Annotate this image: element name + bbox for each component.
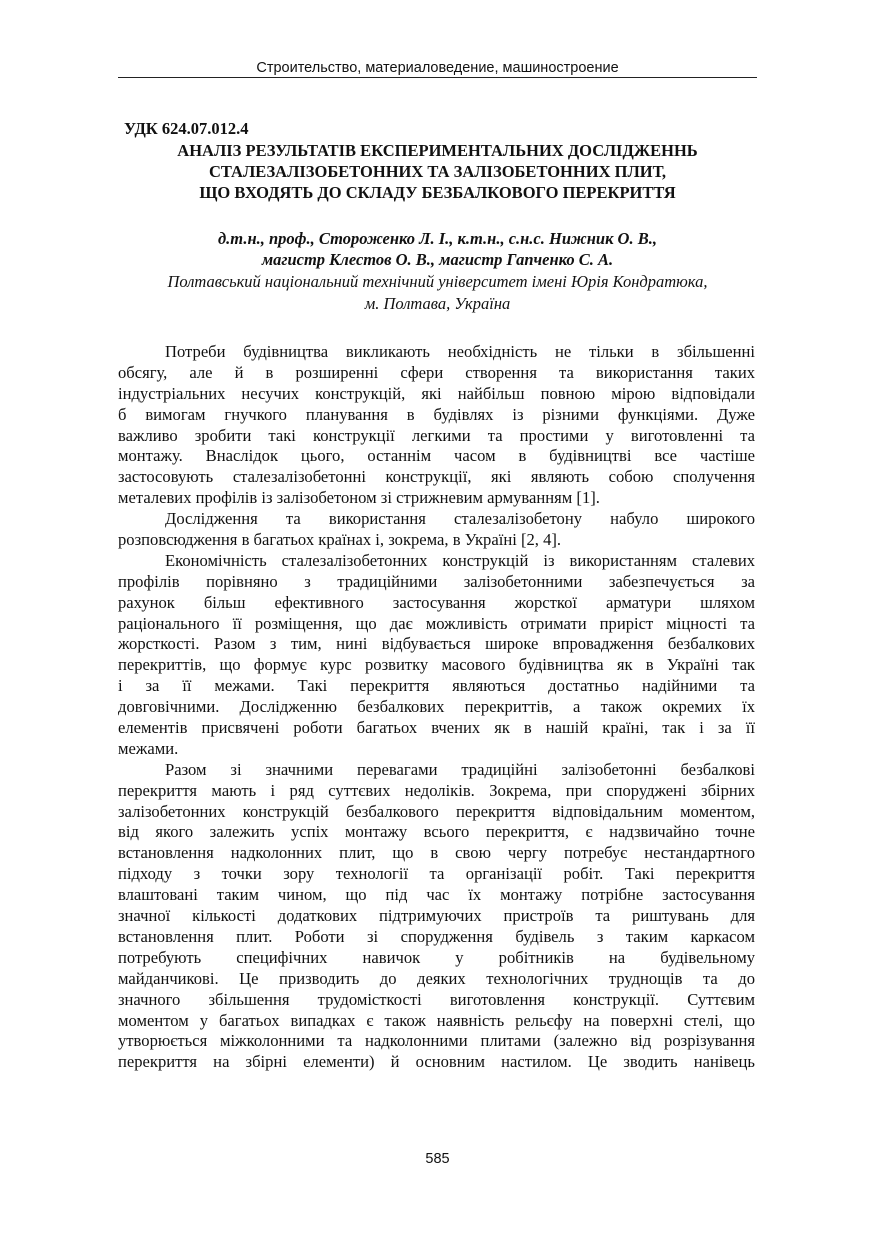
title-line: АНАЛІЗ РЕЗУЛЬТАТІВ ЕКСПЕРИМЕНТАЛЬНИХ ДОСЛІДЖЕННЬ [177, 141, 698, 160]
text-line: значної кількості додаткових підтримуючих пристроїв та риштувань для [118, 906, 755, 926]
text-line: встановлення плит. Роботи зі спорудження будівель з таким каркасом [118, 926, 755, 946]
text-line: елементів присвячені роботи багатьох вчених як в нашій країні, так і за її [118, 718, 755, 738]
text-line: рахунок більш ефективного застосування жорсткої арматури шляхом [118, 592, 755, 612]
text-line: утворюється міжколонними та надколонними плитами (залежно від розрізування [118, 1031, 755, 1051]
affiliation-line: Полтавський національний технічний університет імені Юрія Кондратюка, [167, 272, 708, 291]
text-line: залізобетонних конструкцій безбалкового перекриття відповідальним моментом, [118, 801, 755, 821]
authors [118, 228, 757, 270]
running-header: Строительство, материаловедение, машиностроение [118, 60, 757, 78]
text-line: розповсюдження в багатьох країнах і, зокрема, в Україні [2, 4]. [118, 530, 562, 550]
text-line: перекриття мають і ряд суттєвих недоліків. Зокрема, при споруджені збірних [118, 780, 755, 800]
text-line: потребують специфічних навичок у робітників на будівельному [118, 947, 755, 967]
text-line: значного збільшення трудомісткості виготовлення конструкції. Суттєвим [118, 989, 755, 1009]
text-line: перекриттів, що формує курс розвитку масового будівництва як в Україні так [118, 655, 755, 675]
udk-code: УДК 624.07.012.4 [124, 119, 249, 138]
text-line: довговічними. Дослідженню безбалкових перекриттів, а також окремих їх [118, 697, 755, 717]
text-line: моментом у багатьох випадках є також наявність рельєфу на поверхні стелі, що [118, 1010, 755, 1030]
text-line: Потреби будівництва викликають необхідність не тільки в збільшенні [165, 342, 755, 361]
text-line: майданчикові. Це призводить до деяких технологічних труднощів та до [118, 968, 755, 988]
text-line: від якого залежить успіх монтажу всього перекриття, є надзвичайно точне [118, 822, 755, 842]
affiliation [118, 271, 757, 315]
text-line: влаштовані таким чином, що під час їх монтажу потрібне застосування [118, 885, 755, 905]
paragraph [118, 760, 755, 1073]
title-line: СТАЛЕЗАЛІЗОБЕТОННИХ ТА ЗАЛІЗОБЕТОННИХ ПЛИТ, [208, 162, 667, 181]
paragraph [118, 551, 755, 760]
text-line: Економічність сталезалізобетонних конструкцій із використанням сталевих [165, 550, 755, 570]
text-line: перекриття на збірні елементи) й основним настилом. Це зводить нанівець [118, 1052, 755, 1072]
text-line: металевих профілів із залізобетоном зі стрижневим армуванням [1]. [118, 488, 600, 508]
text-line: і за її межами. Такі перекриття являються достатньо надійними та [118, 676, 755, 696]
text-line: монтажу. Внаслідок цього, останнім часом в будівництві все частіше [118, 446, 755, 466]
body-text [118, 342, 755, 1073]
title-line: ЩО ВХОДЯТЬ ДО СКЛАДУ БЕЗБАЛКОВОГО ПЕРЕКРИТТЯ [199, 183, 676, 202]
article-title [118, 140, 757, 203]
paragraph [118, 509, 755, 551]
text-line: важливо зробити такі конструкції легкими та простими у виготовленні та [118, 425, 755, 445]
text-line: Дослідження та використання сталезалізобетону набуло широкого [165, 509, 755, 529]
affiliation-line: м. Полтава, Україна [364, 294, 511, 313]
text-line: Разом зі значними перевагами традиційні залізобетонні безбалкові [165, 759, 755, 779]
text-line: встановлення надколонних плит, що в свою чергу потребує нестандартного [118, 843, 755, 863]
text-line: б вимогам гнучкого планування в будівлях із різними функціями. Дуже [118, 404, 755, 424]
paragraph [118, 342, 755, 509]
text-line: межами. [118, 738, 179, 758]
text-line: застосовують сталезалізобетонні конструкції, які являють собою сполучення [118, 467, 755, 487]
text-line: підходу з точки зору технології та організації робіт. Такі перекриття [118, 864, 755, 884]
text-line: індустріальних несучих конструкцій, які найбільш повною мірою відповідали [118, 383, 755, 403]
authors-line: д.т.н., проф., Стороженко Л. І., к.т.н., с.н.с. Нижник О. В., [218, 229, 657, 248]
text-line: профілів порівняно з традиційними залізобетонними забезпечується за [118, 571, 755, 591]
page-number: 585 [425, 1151, 450, 1167]
authors-line: магистр Клестов О. В., магистр Гапченко С. А. [261, 250, 614, 269]
text-line: раціонального її розміщення, що дає можливість отримати приріст міцності та [118, 613, 755, 633]
text-line: жорсткості. Разом з тим, нині відбувається широке впровадження безбалкових [118, 634, 755, 654]
text-line: обсягу, але й в розширенні сфери створення та використання таких [118, 362, 755, 382]
